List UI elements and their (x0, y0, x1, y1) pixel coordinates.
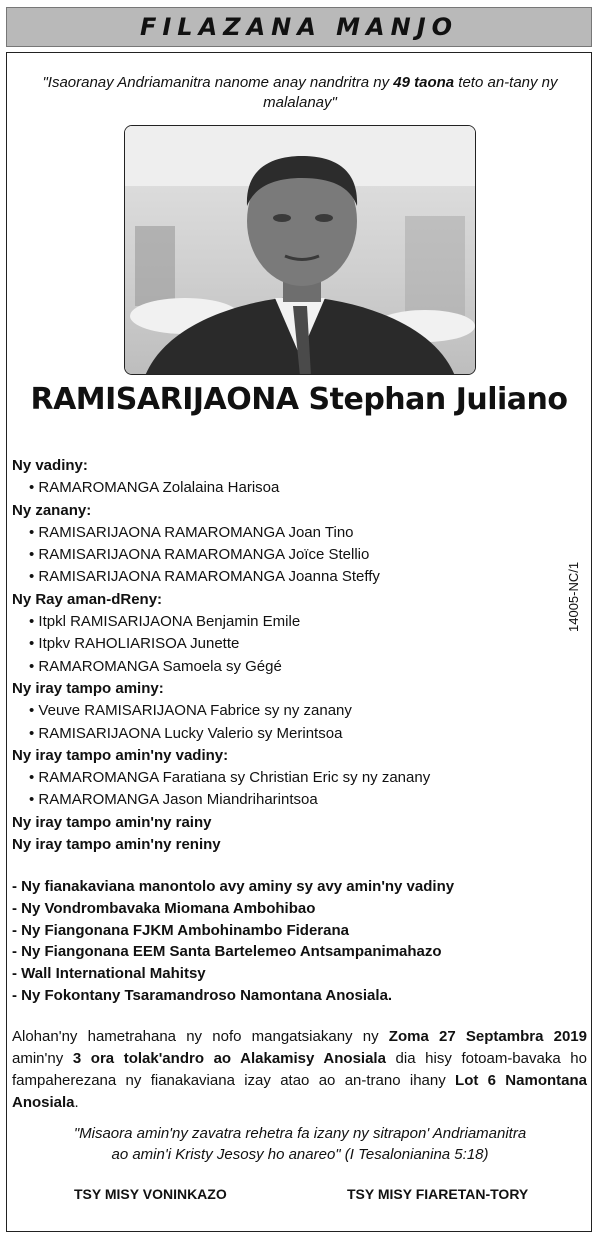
signature-left: TSY MISY VONINKAZO (74, 1186, 227, 1202)
family-member: • RAMISARIJAONA RAMAROMANGA Joanna Steffy (12, 566, 552, 588)
announcement-address: Lot 6 Namontana Anosiala (12, 1072, 587, 1111)
notice-title: FILAZANA MANJO (139, 13, 459, 41)
family-member: • Itpkv RAHOLIARISOA Junette (12, 633, 552, 655)
family-heading: Ny vadiny: (12, 457, 88, 474)
portrait-photo (124, 125, 476, 375)
closing-quote-reference: (I Tesalonianina 5:18) (340, 1146, 489, 1163)
family-heading: Ny iray tampo amin'ny reniny (12, 836, 221, 854)
family-member: • RAMAROMANGA Samoela sy Gégé (12, 656, 552, 678)
family-member: • RAMISARIJAONA RAMAROMANGA Joan Tino (12, 522, 552, 544)
family-heading: Ny Ray aman-dReny: (12, 590, 163, 608)
portrait-image (125, 126, 476, 375)
epigraph (30, 73, 570, 113)
announcement-time-place: 3 ora tolak'andro ao Alakamisy Anosiala (72, 1050, 386, 1067)
acknowledgements-list (12, 876, 587, 1007)
family-member: • RAMAROMANGA Jason Miandriharintsoa (12, 789, 552, 811)
acknowledgement-item: - Ny Fokontany Tsaramandroso Namontana Anosiala. (12, 986, 393, 1004)
announcement-date: Zoma 27 Septambra 2019 (388, 1028, 587, 1045)
family-list (12, 455, 552, 856)
announcement-text: dia hisy fotoam-bavaka ho fampaherezana ny fianakaviana izay atao ao an-trano ihany (12, 1050, 587, 1089)
family-member: • Itpkl RAMISARIJAONA Benjamin Emile (12, 611, 552, 633)
signature-right: TSY MISY FIARETAN-TORY (347, 1186, 529, 1202)
acknowledgement-item: - Wall International Mahitsy (12, 965, 206, 983)
epigraph-text-1: "Isaoranay Andriamanitra nanome anay nandritra ny (42, 74, 394, 91)
announcement-text: amin'ny (12, 1050, 73, 1067)
closing-quote-line-1: "Misaora amin'ny zavatra rehetra fa izany ny sitrapon' Andriamanitra (73, 1125, 527, 1142)
announcement-text: Alohan'ny hametrahana ny nofo mangatsiakany ny (12, 1028, 389, 1045)
acknowledgement-item: - Ny Fiangonana FJKM Ambohinambo Fiderana (12, 921, 349, 939)
epigraph-age: 49 taona (393, 74, 455, 91)
family-heading: Ny iray tampo amin'ny vadiny: (12, 746, 229, 764)
reference-code: 14005-NC/1 (566, 561, 581, 632)
acknowledgement-item: - Ny Vondrombavaka Miomana Ambohibao (12, 899, 316, 917)
deceased-name: RAMISARIJAONA Stephan Juliano (30, 382, 568, 417)
notice-header (6, 7, 592, 47)
epigraph-text-2: teto an-tany ny malalanay" (263, 74, 558, 111)
family-heading: Ny iray tampo aminy: (12, 679, 164, 697)
family-member: • RAMISARIJAONA RAMAROMANGA Joïce Stellio (12, 544, 552, 566)
family-heading: Ny iray tampo amin'ny rainy (12, 813, 212, 831)
family-member: • RAMAROMANGA Faratiana sy Christian Eric sy ny zanany (12, 767, 552, 789)
family-heading: Ny zanany: (12, 501, 92, 519)
family-member: • Veuve RAMISARIJAONA Fabrice sy ny zanany (12, 700, 552, 722)
closing-quote (30, 1123, 570, 1165)
announcement-text: . (74, 1094, 79, 1111)
announcement (12, 1026, 587, 1114)
family-member: • RAMISARIJAONA Lucky Valerio sy Merintsoa (12, 723, 552, 745)
acknowledgement-item: - Ny Fiangonana EEM Santa Bartelemeo Antsampanimahazo (12, 943, 442, 961)
acknowledgement-item: - Ny fianakaviana manontolo avy aminy sy avy amin'ny vadiny (12, 878, 455, 895)
family-member: • RAMAROMANGA Zolalaina Harisoa (12, 477, 552, 499)
closing-quote-line-2: ao amin'i Kristy Jesosy ho anareo" (111, 1146, 341, 1163)
